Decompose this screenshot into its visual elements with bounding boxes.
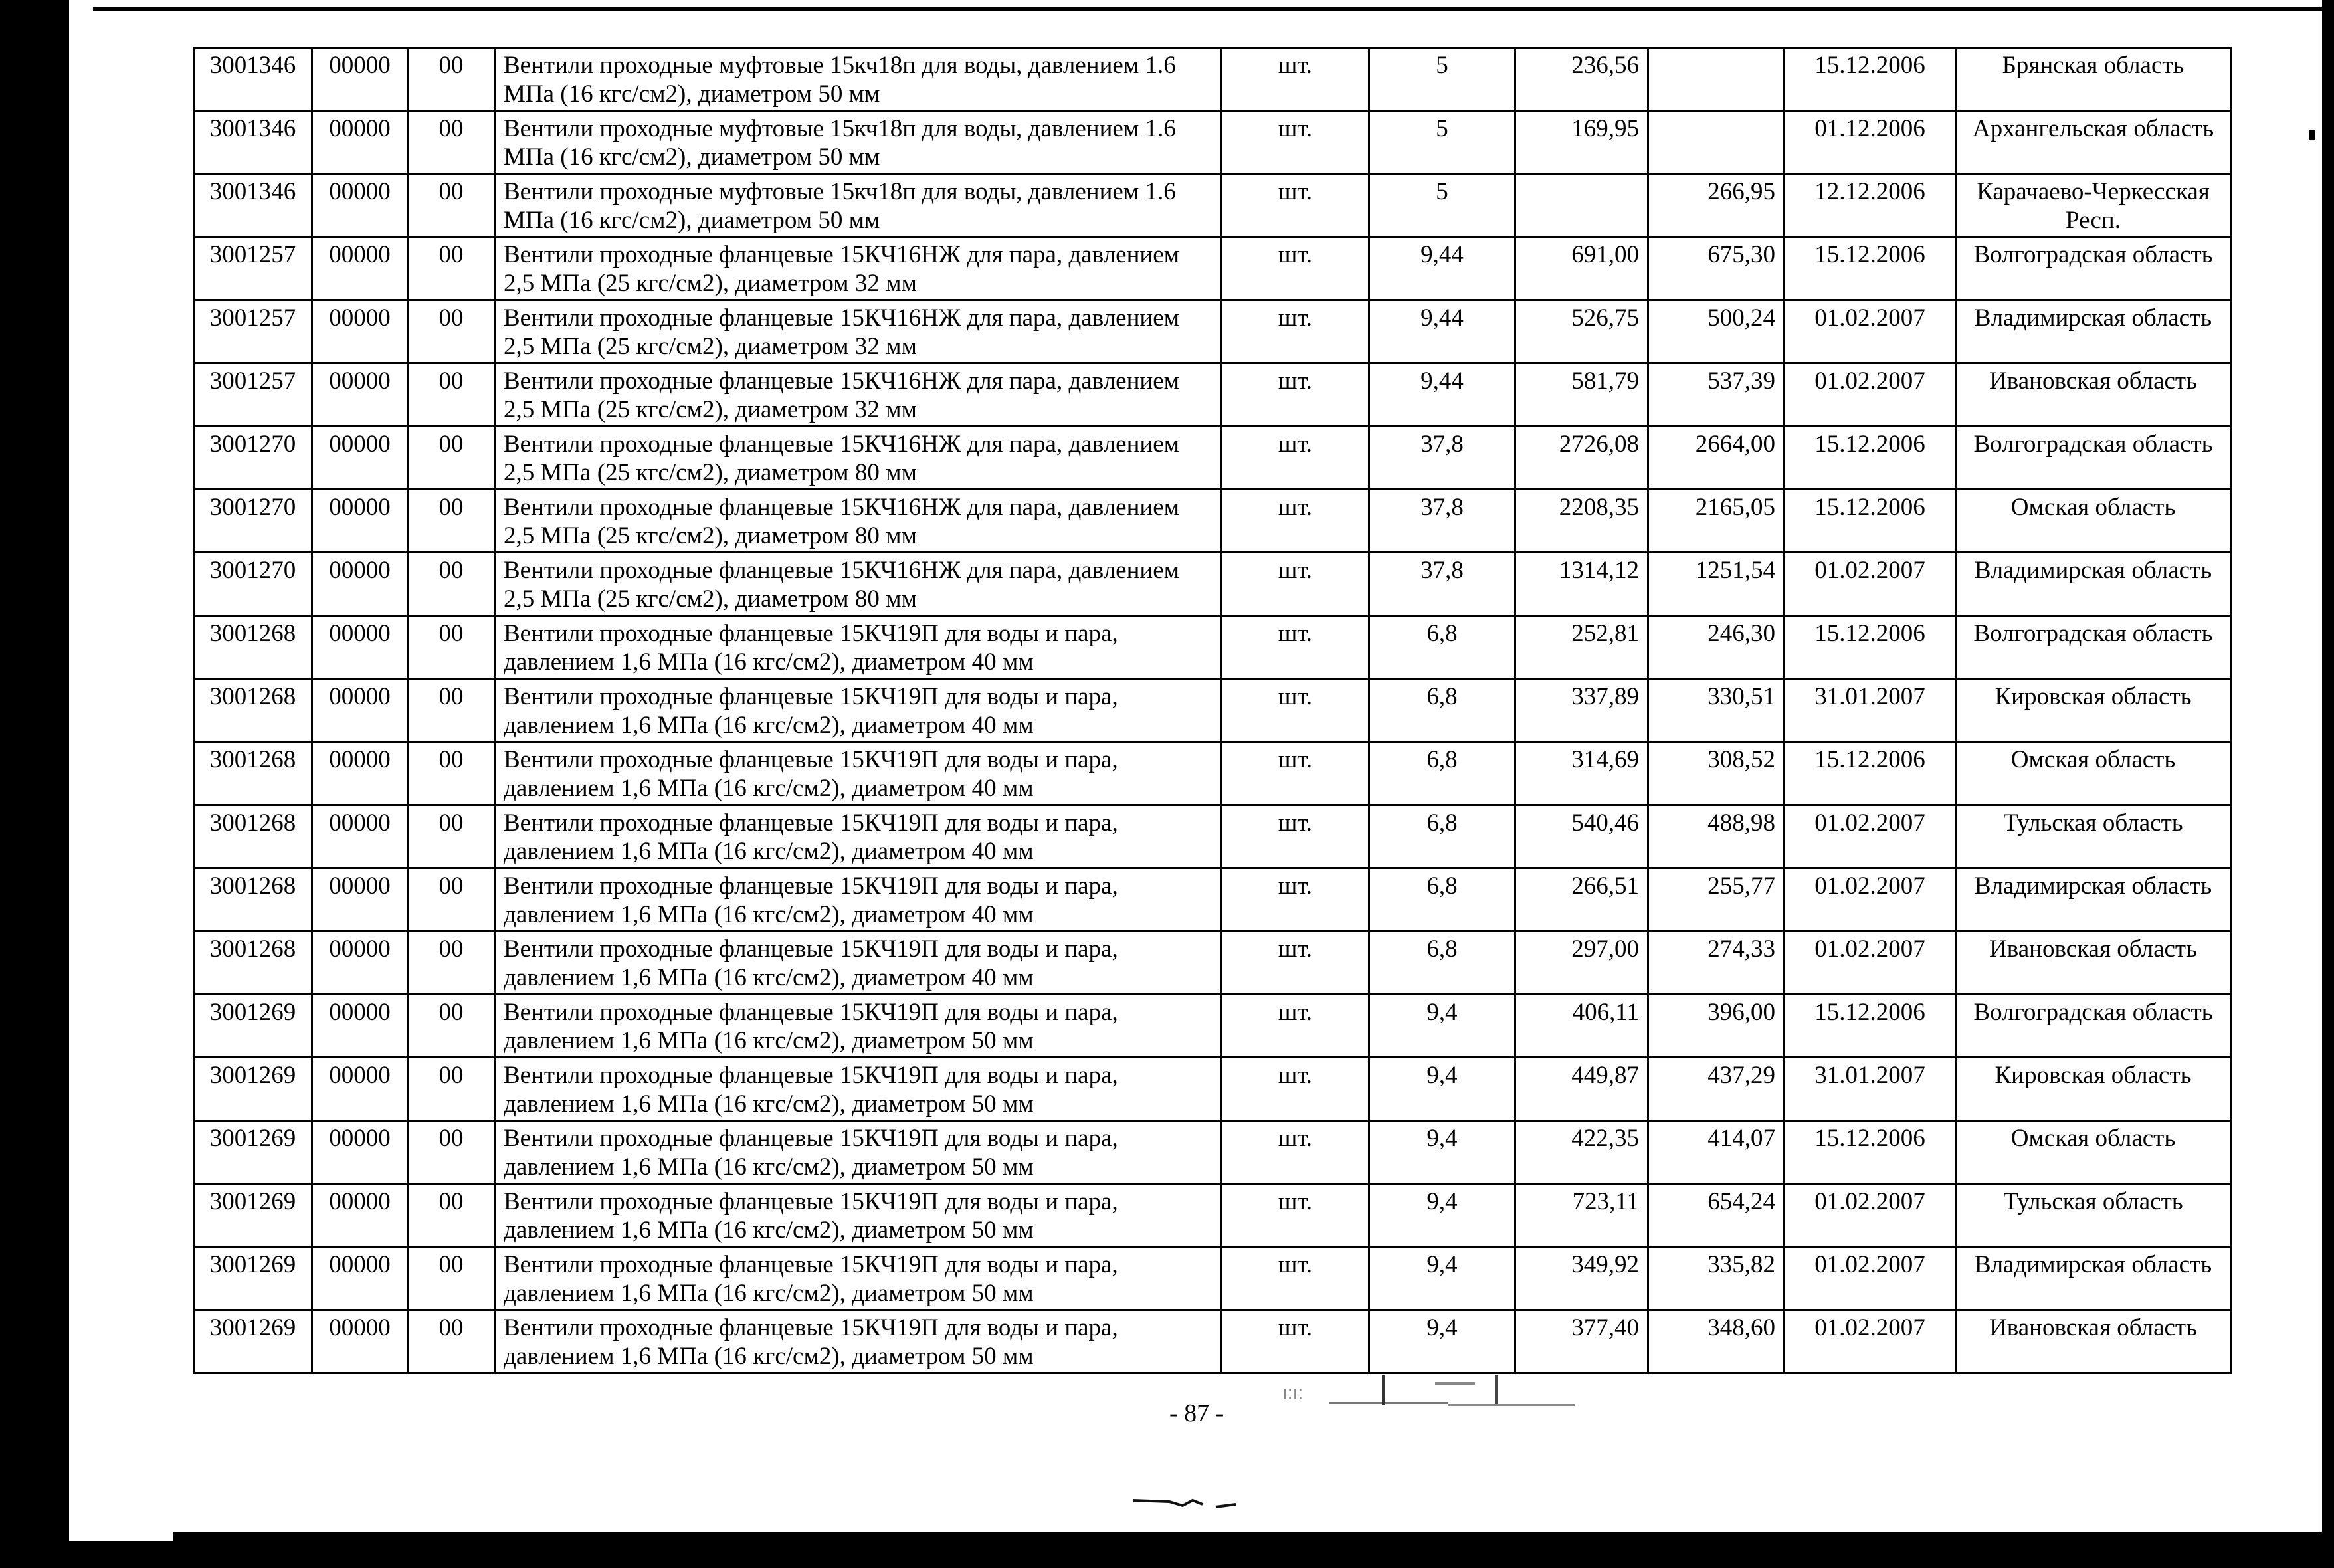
scan-border-bottom-inner xyxy=(173,1532,2334,1541)
price-cell: 169,95 xyxy=(1515,111,1648,174)
name-cell: Вентили проходные фланцевые 15КЧ19П для воды и пара, давлением 1,6 МПа (16 кгс/см2), диаметром 50 мм xyxy=(495,1058,1222,1121)
date-cell: 31.01.2007 xyxy=(1785,1058,1956,1121)
suffix-cell: 00 xyxy=(408,868,495,931)
price-alt-cell: 654,24 xyxy=(1648,1184,1785,1247)
region-cell: Карачаево-Черкесская Респ. xyxy=(1956,174,2231,237)
date-cell: 15.12.2006 xyxy=(1785,1121,1956,1184)
date-cell: 15.12.2006 xyxy=(1785,742,1956,805)
price-cell: 2208,35 xyxy=(1515,490,1648,553)
code-cell: 3001346 xyxy=(194,111,312,174)
unit-cell: шт. xyxy=(1222,111,1369,174)
date-cell: 01.02.2007 xyxy=(1785,805,1956,868)
price-cell: 691,00 xyxy=(1515,237,1648,300)
subcode-cell: 00000 xyxy=(312,111,408,174)
weight-cell: 6,8 xyxy=(1369,742,1515,805)
code-cell: 3001257 xyxy=(194,237,312,300)
weight-cell: 9,44 xyxy=(1369,300,1515,363)
name-cell: Вентили проходные муфтовые 15кч18п для воды, давлением 1.6 МПа (16 кгс/см2), диаметром 50 мм xyxy=(495,48,1222,111)
date-cell: 15.12.2006 xyxy=(1785,995,1956,1058)
suffix-cell: 00 xyxy=(408,805,495,868)
date-cell: 01.12.2006 xyxy=(1785,111,1956,174)
region-cell: Ивановская область xyxy=(1956,363,2231,427)
code-cell: 3001269 xyxy=(194,1121,312,1184)
price-cell: 1314,12 xyxy=(1515,553,1648,616)
region-cell: Владимирская область xyxy=(1956,300,2231,363)
subcode-cell: 00000 xyxy=(312,1310,408,1373)
date-cell: 01.02.2007 xyxy=(1785,1310,1956,1373)
scan-border-left xyxy=(0,0,69,1568)
unit-cell: шт. xyxy=(1222,616,1369,679)
weight-cell: 9,4 xyxy=(1369,1184,1515,1247)
suffix-cell: 00 xyxy=(408,679,495,742)
code-cell: 3001269 xyxy=(194,1310,312,1373)
weight-cell: 9,44 xyxy=(1369,363,1515,427)
unit-cell: шт. xyxy=(1222,1184,1369,1247)
subcode-cell: 00000 xyxy=(312,1058,408,1121)
unit-cell: шт. xyxy=(1222,237,1369,300)
page-number: - 87 - xyxy=(1169,1399,1224,1427)
suffix-cell: 00 xyxy=(408,427,495,490)
price-alt-cell: 335,82 xyxy=(1648,1247,1785,1310)
table-row xyxy=(194,616,2231,679)
name-cell: Вентили проходные фланцевые 15КЧ16НЖ для пара, давлением 2,5 МПа (25 кгс/см2), диаметром 32 мм xyxy=(495,300,1222,363)
unit-cell: шт. xyxy=(1222,48,1369,111)
region-cell: Волгоградская область xyxy=(1956,616,2231,679)
price-cell: 526,75 xyxy=(1515,300,1648,363)
unit-cell: шт. xyxy=(1222,427,1369,490)
scan-border-top xyxy=(93,7,2334,11)
price-alt-cell: 1251,54 xyxy=(1648,553,1785,616)
weight-cell: 5 xyxy=(1369,174,1515,237)
suffix-cell: 00 xyxy=(408,1058,495,1121)
price-alt-cell: 500,24 xyxy=(1648,300,1785,363)
subcode-cell: 00000 xyxy=(312,679,408,742)
suffix-cell: 00 xyxy=(408,111,495,174)
weight-cell: 5 xyxy=(1369,48,1515,111)
suffix-cell: 00 xyxy=(408,995,495,1058)
region-cell: Омская область xyxy=(1956,742,2231,805)
price-alt-cell: 255,77 xyxy=(1648,868,1785,931)
code-cell: 3001270 xyxy=(194,427,312,490)
price-alt-cell: 537,39 xyxy=(1648,363,1785,427)
subcode-cell: 00000 xyxy=(312,1121,408,1184)
price-table-container xyxy=(193,47,2230,1374)
price-cell: 236,56 xyxy=(1515,48,1648,111)
table-row xyxy=(194,679,2231,742)
weight-cell: 6,8 xyxy=(1369,931,1515,995)
table-row xyxy=(194,111,2231,174)
name-cell: Вентили проходные фланцевые 15КЧ19П для воды и пара, давлением 1,6 МПа (16 кгс/см2), диаметром 40 мм xyxy=(495,616,1222,679)
unit-cell: шт. xyxy=(1222,300,1369,363)
weight-cell: 9,4 xyxy=(1369,1058,1515,1121)
subcode-cell: 00000 xyxy=(312,616,408,679)
price-cell: 581,79 xyxy=(1515,363,1648,427)
code-cell: 3001346 xyxy=(194,174,312,237)
table-row xyxy=(194,1184,2231,1247)
date-cell: 01.02.2007 xyxy=(1785,1184,1956,1247)
subcode-cell: 00000 xyxy=(312,490,408,553)
price-cell: 540,46 xyxy=(1515,805,1648,868)
weight-cell: 6,8 xyxy=(1369,805,1515,868)
name-cell: Вентили проходные фланцевые 15КЧ19П для воды и пара, давлением 1,6 МПа (16 кгс/см2), диаметром 40 мм xyxy=(495,931,1222,995)
unit-cell: шт. xyxy=(1222,1058,1369,1121)
subcode-cell: 00000 xyxy=(312,995,408,1058)
price-alt-cell: 437,29 xyxy=(1648,1058,1785,1121)
table-row xyxy=(194,1121,2231,1184)
weight-cell: 6,8 xyxy=(1369,679,1515,742)
date-cell: 15.12.2006 xyxy=(1785,237,1956,300)
table-row xyxy=(194,995,2231,1058)
price-cell: 314,69 xyxy=(1515,742,1648,805)
scan-border-bottom xyxy=(0,1541,2334,1568)
region-cell: Архангельская область xyxy=(1956,111,2231,174)
date-cell: 01.02.2007 xyxy=(1785,300,1956,363)
code-cell: 3001268 xyxy=(194,616,312,679)
subcode-cell: 00000 xyxy=(312,363,408,427)
table-row xyxy=(194,805,2231,868)
unit-cell: шт. xyxy=(1222,742,1369,805)
region-cell: Брянская область xyxy=(1956,48,2231,111)
suffix-cell: 00 xyxy=(408,300,495,363)
scan-border-right xyxy=(2322,0,2334,1568)
price-cell: 266,51 xyxy=(1515,868,1648,931)
name-cell: Вентили проходные фланцевые 15КЧ19П для воды и пара, давлением 1,6 МПа (16 кгс/см2), диаметром 50 мм xyxy=(495,995,1222,1058)
table-row xyxy=(194,363,2231,427)
name-cell: Вентили проходные фланцевые 15КЧ16НЖ для пара, давлением 2,5 МПа (25 кгс/см2), диаметром 80 мм xyxy=(495,427,1222,490)
subcode-cell: 00000 xyxy=(312,742,408,805)
suffix-cell: 00 xyxy=(408,1121,495,1184)
subcode-cell: 00000 xyxy=(312,427,408,490)
subcode-cell: 00000 xyxy=(312,48,408,111)
price-cell: 297,00 xyxy=(1515,931,1648,995)
code-cell: 3001257 xyxy=(194,363,312,427)
unit-cell: шт. xyxy=(1222,931,1369,995)
table-row xyxy=(194,931,2231,995)
date-cell: 01.02.2007 xyxy=(1785,868,1956,931)
price-cell: 406,11 xyxy=(1515,995,1648,1058)
name-cell: Вентили проходные фланцевые 15КЧ16НЖ для пара, давлением 2,5 МПа (25 кгс/см2), диаметром 32 мм xyxy=(495,237,1222,300)
unit-cell: шт. xyxy=(1222,1121,1369,1184)
table-body xyxy=(194,48,2231,1373)
price-cell: 252,81 xyxy=(1515,616,1648,679)
table-row xyxy=(194,1058,2231,1121)
weight-cell: 9,4 xyxy=(1369,1247,1515,1310)
weight-cell: 6,8 xyxy=(1369,868,1515,931)
code-cell: 3001268 xyxy=(194,931,312,995)
table-row xyxy=(194,48,2231,111)
code-cell: 3001269 xyxy=(194,1247,312,1310)
subcode-cell: 00000 xyxy=(312,237,408,300)
region-cell: Владимирская область xyxy=(1956,1247,2231,1310)
price-cell: 349,92 xyxy=(1515,1247,1648,1310)
scan-speck xyxy=(2309,130,2315,140)
name-cell: Вентили проходные фланцевые 15КЧ19П для воды и пара, давлением 1,6 МПа (16 кгс/см2), диаметром 50 мм xyxy=(495,1121,1222,1184)
suffix-cell: 00 xyxy=(408,237,495,300)
table-row xyxy=(194,553,2231,616)
unit-cell: шт. xyxy=(1222,995,1369,1058)
price-alt-cell: 488,98 xyxy=(1648,805,1785,868)
unit-cell: шт. xyxy=(1222,1310,1369,1373)
name-cell: Вентили проходные фланцевые 15КЧ19П для воды и пара, давлением 1,6 МПа (16 кгс/см2), диаметром 50 мм xyxy=(495,1247,1222,1310)
price-cell: 723,11 xyxy=(1515,1184,1648,1247)
table-row xyxy=(194,1247,2231,1310)
table-row xyxy=(194,300,2231,363)
table-row xyxy=(194,868,2231,931)
suffix-cell: 00 xyxy=(408,48,495,111)
code-cell: 3001269 xyxy=(194,1184,312,1247)
svg-text:ı:ı:: ı:ı: xyxy=(1282,1382,1304,1403)
code-cell: 3001270 xyxy=(194,490,312,553)
date-cell: 15.12.2006 xyxy=(1785,48,1956,111)
weight-cell: 9,44 xyxy=(1369,237,1515,300)
unit-cell: шт. xyxy=(1222,805,1369,868)
region-cell: Кировская область xyxy=(1956,679,2231,742)
code-cell: 3001269 xyxy=(194,995,312,1058)
name-cell: Вентили проходные фланцевые 15КЧ19П для воды и пара, давлением 1,6 МПа (16 кгс/см2), диаметром 40 мм xyxy=(495,679,1222,742)
price-alt-cell: 274,33 xyxy=(1648,931,1785,995)
unit-cell: шт. xyxy=(1222,868,1369,931)
price-alt-cell: 414,07 xyxy=(1648,1121,1785,1184)
weight-cell: 6,8 xyxy=(1369,616,1515,679)
price-cell: 2726,08 xyxy=(1515,427,1648,490)
suffix-cell: 00 xyxy=(408,1247,495,1310)
price-alt-cell: 675,30 xyxy=(1648,237,1785,300)
code-cell: 3001268 xyxy=(194,679,312,742)
subcode-cell: 00000 xyxy=(312,553,408,616)
price-alt-cell: 396,00 xyxy=(1648,995,1785,1058)
subcode-cell: 00000 xyxy=(312,931,408,995)
date-cell: 12.12.2006 xyxy=(1785,174,1956,237)
price-alt-cell: 2165,05 xyxy=(1648,490,1785,553)
suffix-cell: 00 xyxy=(408,553,495,616)
name-cell: Вентили проходные фланцевые 15КЧ19П для воды и пара, давлением 1,6 МПа (16 кгс/см2), диаметром 40 мм xyxy=(495,805,1222,868)
price-alt-cell: 246,30 xyxy=(1648,616,1785,679)
weight-cell: 37,8 xyxy=(1369,490,1515,553)
code-cell: 3001268 xyxy=(194,805,312,868)
unit-cell: шт. xyxy=(1222,679,1369,742)
name-cell: Вентили проходные муфтовые 15кч18п для воды, давлением 1.6 МПа (16 кгс/см2), диаметром 50 мм xyxy=(495,111,1222,174)
table-row xyxy=(194,237,2231,300)
table-row xyxy=(194,490,2231,553)
price-cell: 449,87 xyxy=(1515,1058,1648,1121)
suffix-cell: 00 xyxy=(408,174,495,237)
date-cell: 01.02.2007 xyxy=(1785,931,1956,995)
name-cell: Вентили проходные фланцевые 15КЧ19П для воды и пара, давлением 1,6 МПа (16 кгс/см2), диаметром 40 мм xyxy=(495,868,1222,931)
suffix-cell: 00 xyxy=(408,363,495,427)
unit-cell: шт. xyxy=(1222,553,1369,616)
name-cell: Вентили проходные фланцевые 15КЧ19П для воды и пара, давлением 1,6 МПа (16 кгс/см2), диаметром 50 мм xyxy=(495,1184,1222,1247)
subcode-cell: 00000 xyxy=(312,805,408,868)
table-row xyxy=(194,742,2231,805)
subcode-cell: 00000 xyxy=(312,1247,408,1310)
date-cell: 01.02.2007 xyxy=(1785,363,1956,427)
name-cell: Вентили проходные фланцевые 15КЧ19П для воды и пара, давлением 1,6 МПа (16 кгс/см2), диаметром 40 мм xyxy=(495,742,1222,805)
code-cell: 3001346 xyxy=(194,48,312,111)
suffix-cell: 00 xyxy=(408,931,495,995)
region-cell: Волгоградская область xyxy=(1956,427,2231,490)
price-cell xyxy=(1515,174,1648,237)
region-cell: Омская область xyxy=(1956,490,2231,553)
unit-cell: шт. xyxy=(1222,174,1369,237)
price-alt-cell: 330,51 xyxy=(1648,679,1785,742)
price-cell: 377,40 xyxy=(1515,1310,1648,1373)
table-row xyxy=(194,427,2231,490)
price-table xyxy=(193,47,2232,1374)
name-cell: Вентили проходные фланцевые 15КЧ16НЖ для пара, давлением 2,5 МПа (25 кгс/см2), диаметром 32 мм xyxy=(495,363,1222,427)
date-cell: 15.12.2006 xyxy=(1785,616,1956,679)
date-cell: 15.12.2006 xyxy=(1785,427,1956,490)
date-cell: 31.01.2007 xyxy=(1785,679,1956,742)
code-cell: 3001269 xyxy=(194,1058,312,1121)
price-alt-cell: 2664,00 xyxy=(1648,427,1785,490)
region-cell: Владимирская область xyxy=(1956,553,2231,616)
table-row xyxy=(194,174,2231,237)
suffix-cell: 00 xyxy=(408,742,495,805)
region-cell: Омская область xyxy=(1956,1121,2231,1184)
region-cell: Ивановская область xyxy=(1956,1310,2231,1373)
suffix-cell: 00 xyxy=(408,1310,495,1373)
unit-cell: шт. xyxy=(1222,363,1369,427)
table-row xyxy=(194,1310,2231,1373)
price-alt-cell: 348,60 xyxy=(1648,1310,1785,1373)
region-cell: Тульская область xyxy=(1956,805,2231,868)
price-cell: 422,35 xyxy=(1515,1121,1648,1184)
code-cell: 3001257 xyxy=(194,300,312,363)
weight-cell: 9,4 xyxy=(1369,1121,1515,1184)
unit-cell: шт. xyxy=(1222,490,1369,553)
region-cell: Владимирская область xyxy=(1956,868,2231,931)
date-cell: 01.02.2007 xyxy=(1785,1247,1956,1310)
subcode-cell: 00000 xyxy=(312,300,408,363)
region-cell: Тульская область xyxy=(1956,1184,2231,1247)
scribble-mark xyxy=(1129,1488,1249,1515)
suffix-cell: 00 xyxy=(408,490,495,553)
price-alt-cell xyxy=(1648,48,1785,111)
region-cell: Ивановская область xyxy=(1956,931,2231,995)
price-alt-cell: 308,52 xyxy=(1648,742,1785,805)
subcode-cell: 00000 xyxy=(312,174,408,237)
price-alt-cell xyxy=(1648,111,1785,174)
weight-cell: 9,4 xyxy=(1369,1310,1515,1373)
name-cell: Вентили проходные фланцевые 15КЧ19П для воды и пара, давлением 1,6 МПа (16 кгс/см2), диаметром 50 мм xyxy=(495,1310,1222,1373)
subcode-cell: 00000 xyxy=(312,1184,408,1247)
weight-cell: 5 xyxy=(1369,111,1515,174)
name-cell: Вентили проходные фланцевые 15КЧ16НЖ для пара, давлением 2,5 МПа (25 кгс/см2), диаметром 80 мм xyxy=(495,553,1222,616)
unit-cell: шт. xyxy=(1222,1247,1369,1310)
region-cell: Кировская область xyxy=(1956,1058,2231,1121)
name-cell: Вентили проходные муфтовые 15кч18п для воды, давлением 1.6 МПа (16 кгс/см2), диаметром 50 мм xyxy=(495,174,1222,237)
date-cell: 01.02.2007 xyxy=(1785,553,1956,616)
code-cell: 3001268 xyxy=(194,742,312,805)
price-alt-cell: 266,95 xyxy=(1648,174,1785,237)
date-cell: 15.12.2006 xyxy=(1785,490,1956,553)
stamp-marks xyxy=(1276,1372,1581,1425)
subcode-cell: 00000 xyxy=(312,868,408,931)
region-cell: Волгоградская область xyxy=(1956,237,2231,300)
suffix-cell: 00 xyxy=(408,1184,495,1247)
suffix-cell: 00 xyxy=(408,616,495,679)
region-cell: Волгоградская область xyxy=(1956,995,2231,1058)
name-cell: Вентили проходные фланцевые 15КЧ16НЖ для пара, давлением 2,5 МПа (25 кгс/см2), диаметром 80 мм xyxy=(495,490,1222,553)
code-cell: 3001268 xyxy=(194,868,312,931)
code-cell: 3001270 xyxy=(194,553,312,616)
weight-cell: 37,8 xyxy=(1369,427,1515,490)
weight-cell: 37,8 xyxy=(1369,553,1515,616)
price-cell: 337,89 xyxy=(1515,679,1648,742)
weight-cell: 9,4 xyxy=(1369,995,1515,1058)
